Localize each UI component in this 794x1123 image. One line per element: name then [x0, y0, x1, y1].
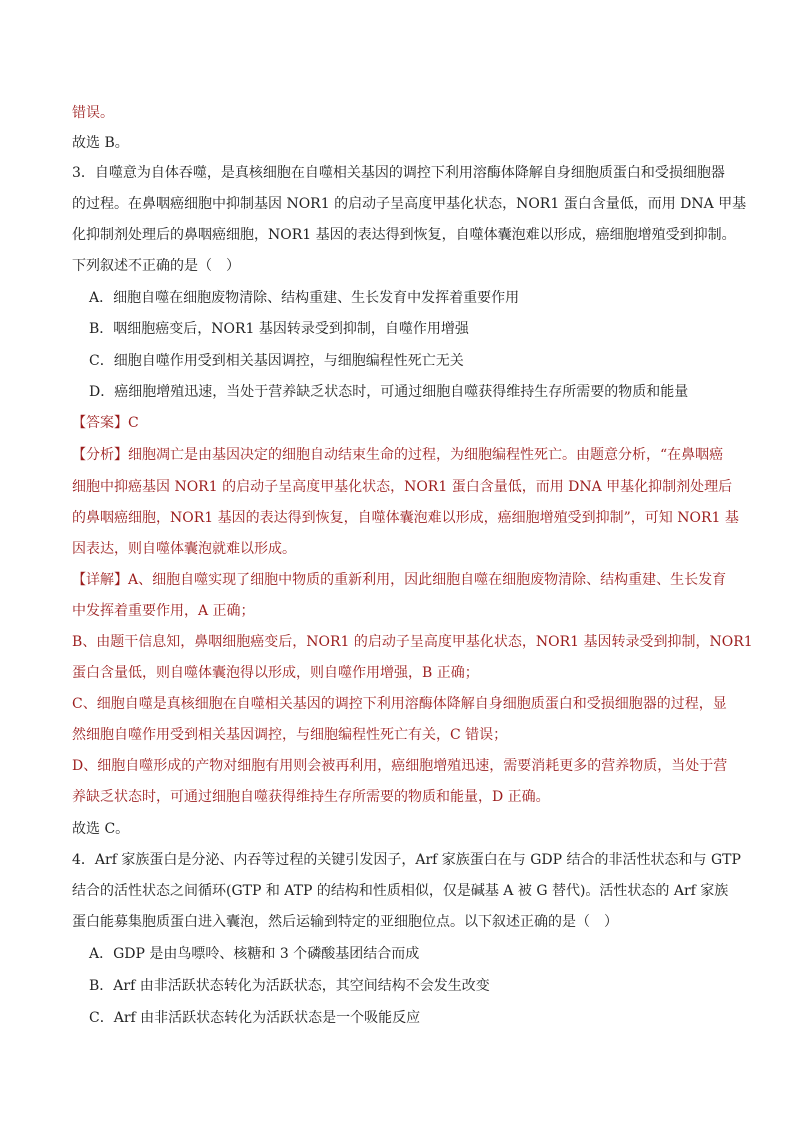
q4-stem-line: 4．Arf 家族蛋白是分泌、内吞等过程的关键引发因子，Arf 家族蛋白在与 GDP 结合的非活性状态和与 GTP [72, 852, 741, 868]
q4-stem-line: 结合的活性状态之间循环(GTP 和 ATP 的结构和性质相似，仅是碱基 A 被 G 替代)。活性状态的 Arf 家族 [72, 883, 729, 899]
q3-option-b: B．咽细胞癌变后，NOR1 基因转录受到抑制，自噬作用增强 [89, 321, 469, 337]
q3-detail-line: D、细胞自噬形成的产物对细胞有用则会被再利用，癌细胞增殖迅速，需要消耗更多的营养物质，当处于营 [72, 758, 728, 774]
q3-detail-line: 蛋白含量低，则自噬体囊泡得以形成，则自噬作用增强，B 正确； [72, 665, 479, 681]
q3-analysis-line: 的鼻咽癌细胞，NOR1 基因的表达得到恢复，自噬体囊泡难以形成，癌细胞增殖受到抑制”，可知 NOR1 基 [72, 510, 739, 526]
q3-option-a: A．细胞自噬在细胞废物清除、结构重建、生长发育中发挥着重要作用 [89, 290, 520, 306]
prev-explanation-end: 错误。 [72, 105, 114, 121]
q4-stem-line: 蛋白能募集胞质蛋白进入囊泡，然后运输到特定的亚细胞位点。以下叙述正确的是（ ） [72, 914, 618, 930]
q3-option-d: D．癌细胞增殖迅速，当处于营养缺乏状态时，可通过细胞自噬获得维持生存所需要的物质和能量 [89, 384, 689, 400]
q3-choose: 故选 C。 [72, 821, 130, 837]
q4-option-b: B．Arf 由非活跃状态转化为活跃状态，其空间结构不会发生改变 [89, 978, 490, 994]
q3-stem-line: 下列叙述不正确的是（ ） [72, 258, 240, 274]
q4-option-c: C．Arf 由非活跃状态转化为活跃状态是一个吸能反应 [89, 1010, 421, 1026]
q3-detail-line: 然细胞自噬作用受到相关基因调控，与细胞编程性死亡有关，C 错误； [72, 727, 508, 743]
q3-analysis-line: 细胞中抑癌基因 NOR1 的启动子呈高度甲基化状态，NOR1 蛋白含量低，而用 DNA 甲基化抑制剂处理后 [72, 479, 733, 495]
q3-option-c: C．细胞自噬作用受到相关基因调控，与细胞编程性死亡无关 [89, 353, 464, 369]
q3-analysis-line: 因表达，则自噬体囊泡就难以形成。 [72, 541, 296, 557]
q3-detail-line: 养缺乏状态时，可通过细胞自噬获得维持生存所需要的物质和能量，D 正确。 [72, 789, 550, 805]
q3-detail-line: C、细胞自噬是真核细胞在自噬相关基因的调控下利用溶酶体降解自身细胞质蛋白和受损细胞器的过程，显 [72, 696, 727, 712]
q3-detail-line: B、由题干信息知，鼻咽细胞癌变后，NOR1 的启动子呈高度甲基化状态，NOR1 基因转录受到抑制，NOR1 [72, 634, 753, 650]
prev-choose: 故选 B。 [72, 135, 129, 151]
q3-detail-line: 中发挥着重要作用，A 正确； [72, 603, 255, 619]
q3-stem-line: 3．自噬意为自体吞噬，是真核细胞在自噬相关基因的调控下利用溶酶体降解自身细胞质蛋白和受损细胞器 [72, 165, 725, 181]
q3-answer: 【答案】C [72, 415, 139, 431]
q4-option-a: A．GDP 是由鸟嘌呤、核糖和 3 个磷酸基团结合而成 [89, 946, 420, 962]
q3-detail-line: 【详解】A、细胞自噬实现了细胞中物质的重新利用，因此细胞自噬在细胞废物清除、结构重建、生长发育 [72, 572, 727, 588]
q3-analysis-line: 【分析】细胞凋亡是由基因决定的细胞自动结束生命的过程，为细胞编程性死亡。由题意分析，“在鼻咽癌 [72, 447, 724, 463]
q3-stem-line: 化抑制剂处理后的鼻咽癌细胞，NOR1 基因的表达得到恢复，自噬体囊泡难以形成，癌细胞增殖受到抑制。 [72, 227, 736, 243]
q3-stem-line: 的过程。在鼻咽癌细胞中抑制基因 NOR1 的启动子呈高度甲基化状态，NOR1 蛋白含量低，而用 DNA 甲基 [72, 196, 747, 212]
